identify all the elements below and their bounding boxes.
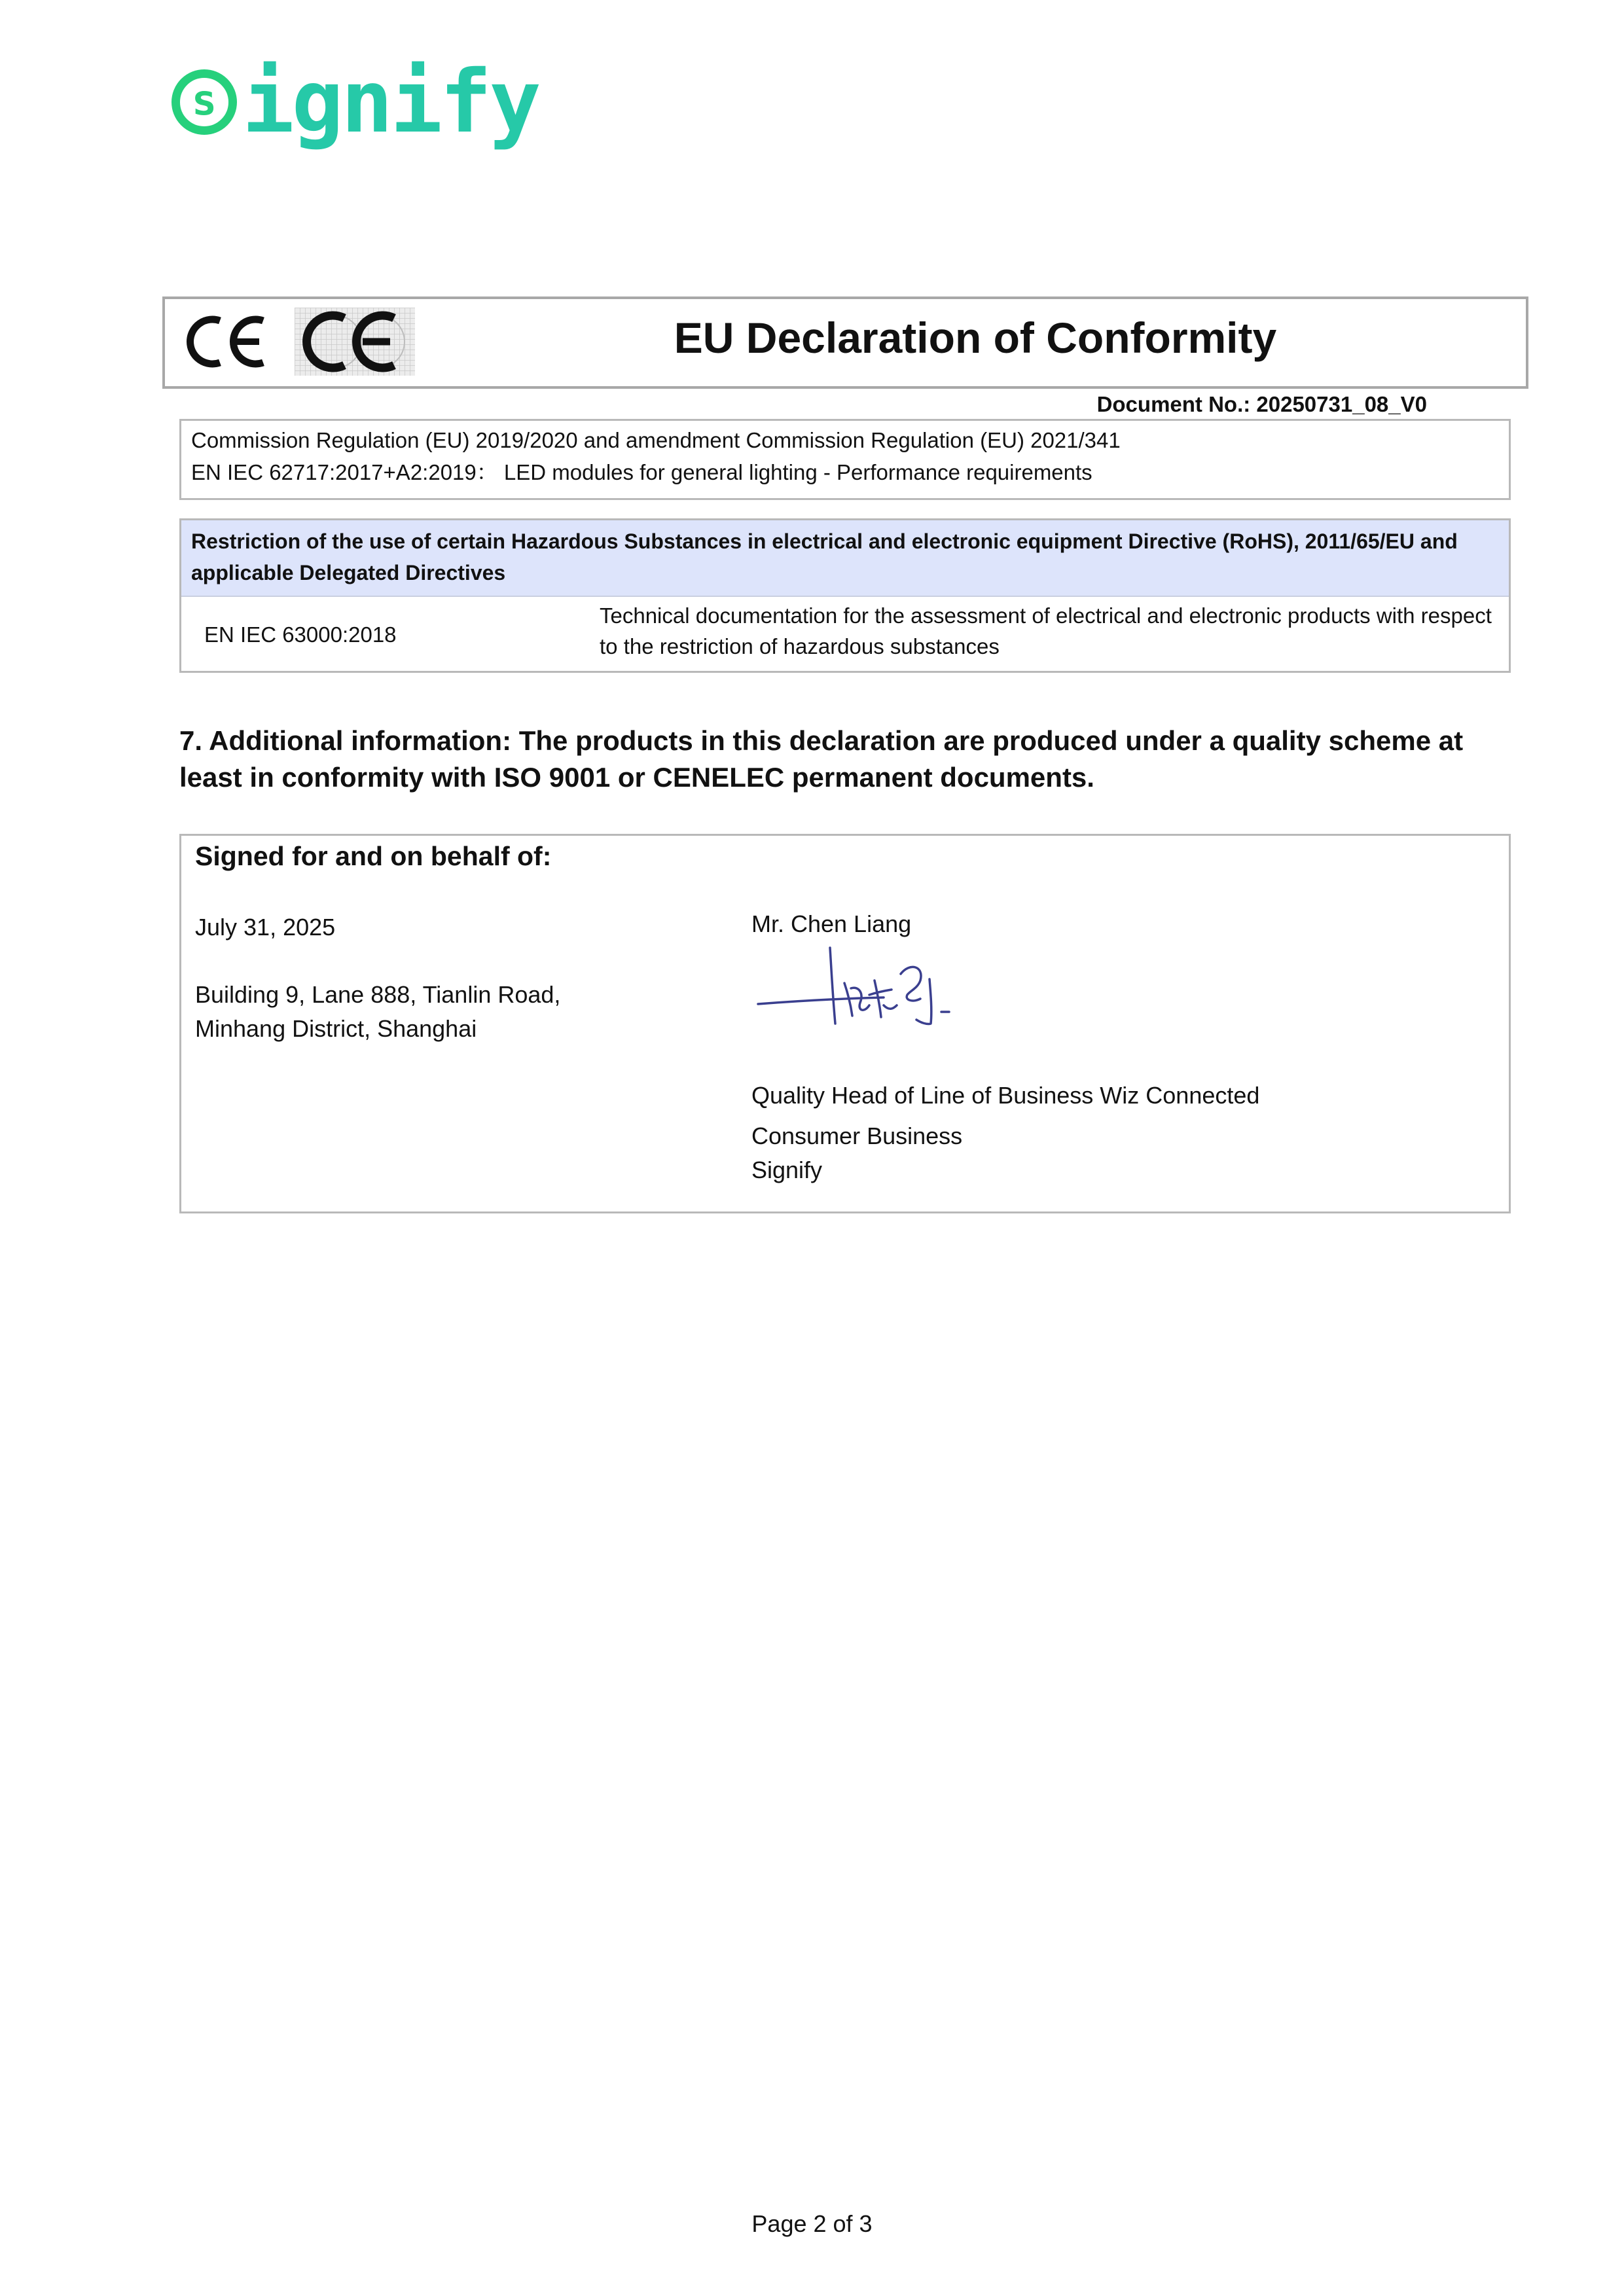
address-line-2: Minhang District, Shanghai (195, 1015, 477, 1042)
rohs-description: Technical documentation for the assessment of electrical and electronic products with respect to the restriction of hazardous substances (600, 603, 1492, 658)
rohs-heading: Restriction of the use of certain Hazardous Substances in electrical and electronic equipment Directive (RoHS), 2011/65/EU and applicable Delegated Directives (191, 529, 1458, 584)
address-line-1: Building 9, Lane 888, Tianlin Road, (195, 981, 561, 1008)
document-title: EU Declaration of Conformity (674, 314, 1277, 362)
logo-s-letter: s (191, 77, 217, 125)
signatory-title-line-1: Quality Head of Line of Business Wiz Connected (751, 1082, 1260, 1109)
page-number: Page 2 of 3 (751, 2210, 873, 2237)
logo-wordmark: ignify (242, 52, 539, 152)
signify-logo (171, 52, 539, 158)
signatory-title-line-2: Consumer Business (751, 1122, 963, 1149)
signed-heading: Signed for and on behalf of: (195, 841, 552, 871)
signatory-name: Mr. Chen Liang (751, 910, 912, 937)
rohs-standard: EN IEC 63000:2018 (204, 622, 397, 647)
handwritten-signature (753, 942, 995, 1041)
signing-date: July 31, 2025 (195, 914, 336, 941)
document-number: Document No.: 20250731_08_V0 (1096, 392, 1427, 416)
ce-mark-icon (186, 312, 270, 372)
additional-information: 7. Additional information: The products in this declaration are produced under a quality scheme at least in conformity with ISO 9001 or CENELEC permanent documents. (179, 725, 1464, 793)
regulation-line: Commission Regulation (EU) 2019/2020 and amendment Commission Regulation (EU) 2021/341 (191, 428, 1121, 452)
signatory-company: Signify (751, 1157, 823, 1183)
standard-line: EN IEC 62717:2017+A2:2019： LED modules for general lighting - Performance requirements (191, 460, 1092, 484)
ce-mark-construction-grid-icon (295, 308, 415, 376)
